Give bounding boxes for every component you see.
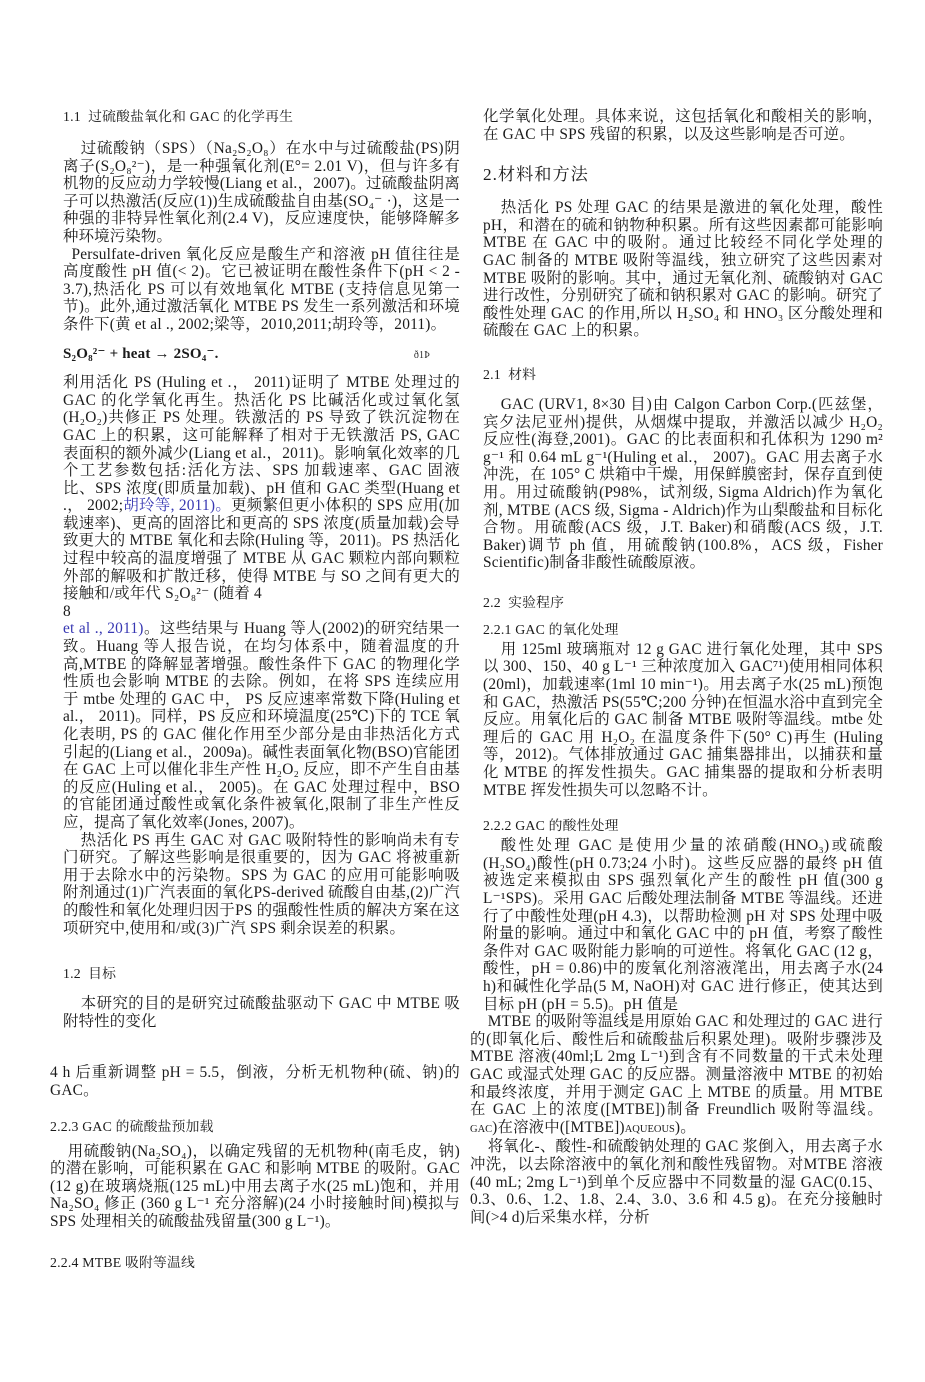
equation-formula: S₂O₈²⁻ + heat → 2SO₄⁻.: [63, 345, 219, 362]
equation-1: [63, 346, 460, 365]
para-thermal-ps-overview: 热活化 PS 处理 GAC 的结果是激进的氧化处理，酸性 pH，和潜在的硫和钠物种积累。所有这些因素都可能影响 MTBE 在 GAC 中的吸附。通过比较经不同化学处理的 GAC 制备的 MTBE 吸附等温线，独立研究了这些因素对 MTBE 吸附的影响。其中，通过无氧化剂、硫酸钠对 GAC 进行改性，分别研究了硫和钠积累对 GAC 的影响。研究了酸性处理 GAC 的作用,所以 H₂SO₄ 和 HNO₃ 区分酸处理和硫酸在 GAC 上的积累。: [483, 199, 883, 340]
citation-link[interactable]: 胡玲等, 2011)。: [123, 497, 232, 515]
para-study-objective: 本研究的目的是研究过硫酸盐驱动下 GAC 中 MTBE 吸附特性的变化: [63, 995, 460, 1030]
para-line-8: 8: [63, 602, 71, 620]
para-sulfate-preload: 用硫酸钠(Na₂SO₄)，以确定残留的无机物种(南毛皮，钠)的潜在影响，可能积累在 GAC 和影响 MTBE 的吸附。GAC (12 g)在玻璃烧瓶(125 mL)中用去离子水(25 mL)饱和，并用 Na₂SO₄ 修正 (360 g L⁻¹ 充分溶解)(24 小时接触时间)模拟与 SPS 处理相关的硫酸盐残留量(300 g L⁻¹)。: [50, 1142, 460, 1230]
para-ph-readjust: 4 h 后重新调整 pH = 5.5，倒液，分析无机物种(硫、钠)的 GAC。: [50, 1064, 460, 1099]
section-heading-2-1: 2.1 材料: [483, 366, 537, 382]
para-huang-results: et al ., 2011)。这些结果与 Huang 等人(2002)的研究结果一致。Huang 等人报告说，在均匀体系中，随着温度的升高,MTBE 的降解显著增强。酸性条件下 GAC 的物理化学性质也会影响 MTBE 的去除。例如，在将 SPS 连续应用于 mtbe 处理的 GAC 中， PS 反应速率常数下降(Huling et al.， 2011)。同样，PS 反应和环境温度(25℃)下的 TCE 氧化表明, PS 的 GAC 催化作用至少部分是由非热活化方式引起的(Liang et al.，2009a)。碱性表面氧化物(BSO)官能团在 GAC 上可以催化非生产性 H₂O₂ 反应，即不产生自由基的反应(Huling et al.， 2005)。在 GAC 处理过程中，BSO 的官能团通过酸性或氧化条件被氧化,限制了非生产性反应，提高了氧化效率(Jones, 2007)。: [63, 620, 460, 831]
para-persulfate-ph: Persulfate-driven 氧化反应是酸生产和溶液 pH 值往往是高度酸性 pH 值(< 2)。它已被证明在酸性条件下(pH < 2 - 3.7),热活化 PS 可以有效地氧化 MTBE (支持信息见第一节)。此外,通过激活氧化 MTBE PS 发生一系列激活和环境条件下(黄 et al ., 2002;梁等，2010,2011;胡玲等，2011)。: [63, 245, 460, 333]
para-chemical-oxidation-cont: 化学氧化处理。具体来说，这包括氧化和酸相关的影响，在 GAC 中 SPS 残留的积累，以及这些影响是否可逆。: [483, 108, 883, 143]
section-heading-2-2-4: 2.2.4 MTBE 吸附等温线: [50, 1255, 196, 1271]
left-column: [50, 108, 460, 1271]
para-persulfate-intro: 过硫酸钠（SPS）（Na₂S₂O₈）在水中与过硫酸盐(PS)阴离子(S₂O₈²⁻)，是一种强氧化剂(E°= 2.01 V)，但与许多有机物的反应动力学较慢(Liang et al.，2007)。过硫酸盐阴离子可以热激活(反应(1))生成硫酸盐自由基(SO₄⁻ ·)，这是一种强的非特异性氧化剂(2.4 V)，反应速度快，能够降解多种环境污染物。: [63, 140, 460, 245]
para-gac-slurry: 将氧化-、酸性-和硫酸钠处理的 GAC 浆倒入，用去离子水冲洗，以去除溶液中的氧化剂和酸性残留物。对MTBE 溶液(40 mL; 2mg L⁻¹)到单个反应器中不同数量的湿 GAC(0.15、0.3、0.6、1.2、1.8、2.4、3.0、3.6 和 4.5 g)。在充分接触时间(>4 d)后采集水样，分析: [470, 1138, 883, 1226]
para-mtbe-isotherms: MTBE 的吸附等温线是用原始 GAC 和处理过的 GAC 进行的(即氧化后、酸性后和硫酸盐后积累处理)。吸附步骤涉及 MTBE 溶液(40ml;L 2mg L⁻¹)到含有不同数量的干式未处理 GAC 或湿式处理 GAC 的反应器。测量溶液中 MTBE 的初始和最终浓度，并用于测定 GAC 上 MTBE 的质量。用 MTBE 在 GAC 上的浓度([MTBE])制备 Freundlich 吸附等温线。 GAC)在溶液中([MTBE])AQUEOUS)。: [470, 1013, 883, 1136]
para-acidic-treatment: 酸性处理 GAC 是使用少量的浓硝酸(HNO₃)或硫酸(H₂SO₄)酸性(pH 0.73;24 小时)。这些反应器的最终 pH 值被选定来模拟由 SPS 强烈氧化产生的酸性 pH 值(300 g L⁻¹SPS)。采用 GAC 后酸处理法制备 MTBE 等温线。还进行了中酸性处理(pH 4.3)，以帮助检测 pH 对 SPS 处理中吸附量的影响。通过中和氧化 GAC 中的 pH 值，考察了酸性条件对 GAC 吸附能力影响的可逆性。将氧化 GAC (12 g，酸性，pH = 0.86)中的废氧化剂溶液滗出，用去离子水(24 h)和碱性化学品(5 M, NaOH)对 GAC 进行修正，使其达到目标 pH (pH = 5.5)。pH 值是: [483, 837, 883, 1013]
para-materials: GAC (URV1, 8×30 目)由 Calgon Carbon Corp.(匹兹堡，宾夕法尼亚州)提供，从烟煤中提取，并激活以减少 H₂O₂ 反应性(海登,2001)。GAC 的比表面积和孔体积为 1290 m² g⁻¹ 和 0.64 mL g⁻¹(Huling et al.， 2007)。GAC 用去离子水冲洗，在 105° C 烘箱中干燥，用保鲜膜密封，保存直到使用。用过硫酸钠(P98%，试剂级, Sigma Aldrich)作为氧化剂, MTBE (ACS 级, Sigma - Aldrich)作为山梨酸盐和目标化合物。用硫酸(ACS 级，J.T. Baker)和硝酸(ACS 级，J.T. Baker)调节 ph 值，用硫酸钠(100.8%，ACS 级，Fisher Scientific)制备非酸性硫酸原液。: [483, 395, 883, 572]
subscript-label: AQUEOUS: [624, 1123, 675, 1135]
para-thermal-ps-research-gap: 热活化 PS 再生 GAC 对 GAC 吸附特性的影响尚未有专门研究。了解这些影响是很重要的，因为 GAC 将被重新用于去除水中的污染物。SPS 为 GAC 的应用可能影响吸附剂通过(1)广汽表面的氧化PS-derived 硫酸自由基,(2)广汽的酸性和氧化处理归因于PS 的强酸性性质的解决方案在这项研究中,使用和/或(3)广汽 SPS 剩余误差的积累。: [63, 831, 460, 937]
section-heading-1-2: 1.2 目标: [63, 966, 117, 982]
section-heading-2-2-1: 2.2.1 GAC 的氧化处理: [483, 621, 619, 637]
section-heading-2: 2.材料和方法: [483, 165, 589, 185]
right-column: [470, 108, 883, 1226]
subscript-label: GAC: [470, 1123, 493, 1135]
section-heading-2-2-3: 2.2.3 GAC 的硫酸盐预加载: [50, 1118, 214, 1134]
para-activated-ps-regeneration: 利用活化 PS (Huling et .， 2011)证明了 MTBE 处理过的 GAC 的化学氧化再生。热活化 PS 比碱活化或过氧化氢(H₂O₂)共修正 PS 处理。铁激活的 PS 导致了铁沉淀物在 GAC 上的积累，这可能解释了相对于无铁激活 PS, GAC 表面积的额外减少(Liang et al.，2011)。影响氧化效率的几个工艺参数包括:活化方法、SPS 加载速率、GAC 固液比、SPS 浓度(即质量加载)、pH 值和 GAC 类型(Huang et .， 2002;胡玲等, 2011)。更频繁但更小体积的 SPS 应用(加载速率)、更高的固溶比和更高的 SPS 浓度(质量加载)会导致更大的 MTBE 氧化和去除(Huling 等，2011)。PS 热活化过程中较高的温度增强了 MTBE 从 GAC 颗粒内部向颗粒外部的解吸和扩散迁移，使得 MTBE 与 SO 之间有更大的接触和/或年代 S₂O₈²⁻ (随着 4: [63, 374, 460, 603]
equation-number: ð1Þ: [413, 349, 430, 361]
section-heading-2-2-2: 2.2.2 GAC 的酸性处理: [483, 818, 619, 834]
section-heading-2-2: 2.2 实验程序: [483, 594, 565, 610]
para-oxidative-treatment: 用 125ml 玻璃瓶对 12 g GAC 进行氧化处理，其中 SPS 以 300、150、40 g L⁻¹ 三种浓度加入 GAC⁷¹)使用相同体积(20ml)，加载速率(1ml 10 min⁻¹)。用去离子水(25 mL)预饱和 GAC，热激活 PS(55℃;200 分钟)在恒温水浴中直到完全反应。用氧化后的 GAC 制备 MTBE 吸附等温线。mtbe 处理后的 GAC 用 H₂O₂ 在温度条件下(50° C)再生 (Huling 等，2012)。气体排放通过 GAC 捕集器排出，以捕获和量化 MTBE 的挥发性损失。GAC 捕集器的提取和分析表明 MTBE 挥发性损失可以忽略不计。: [483, 640, 883, 799]
citation-link[interactable]: et al ., 2011): [63, 620, 144, 638]
section-heading-1-1: 1.1 过硫酸盐氧化和 GAC 的化学再生: [63, 109, 294, 124]
